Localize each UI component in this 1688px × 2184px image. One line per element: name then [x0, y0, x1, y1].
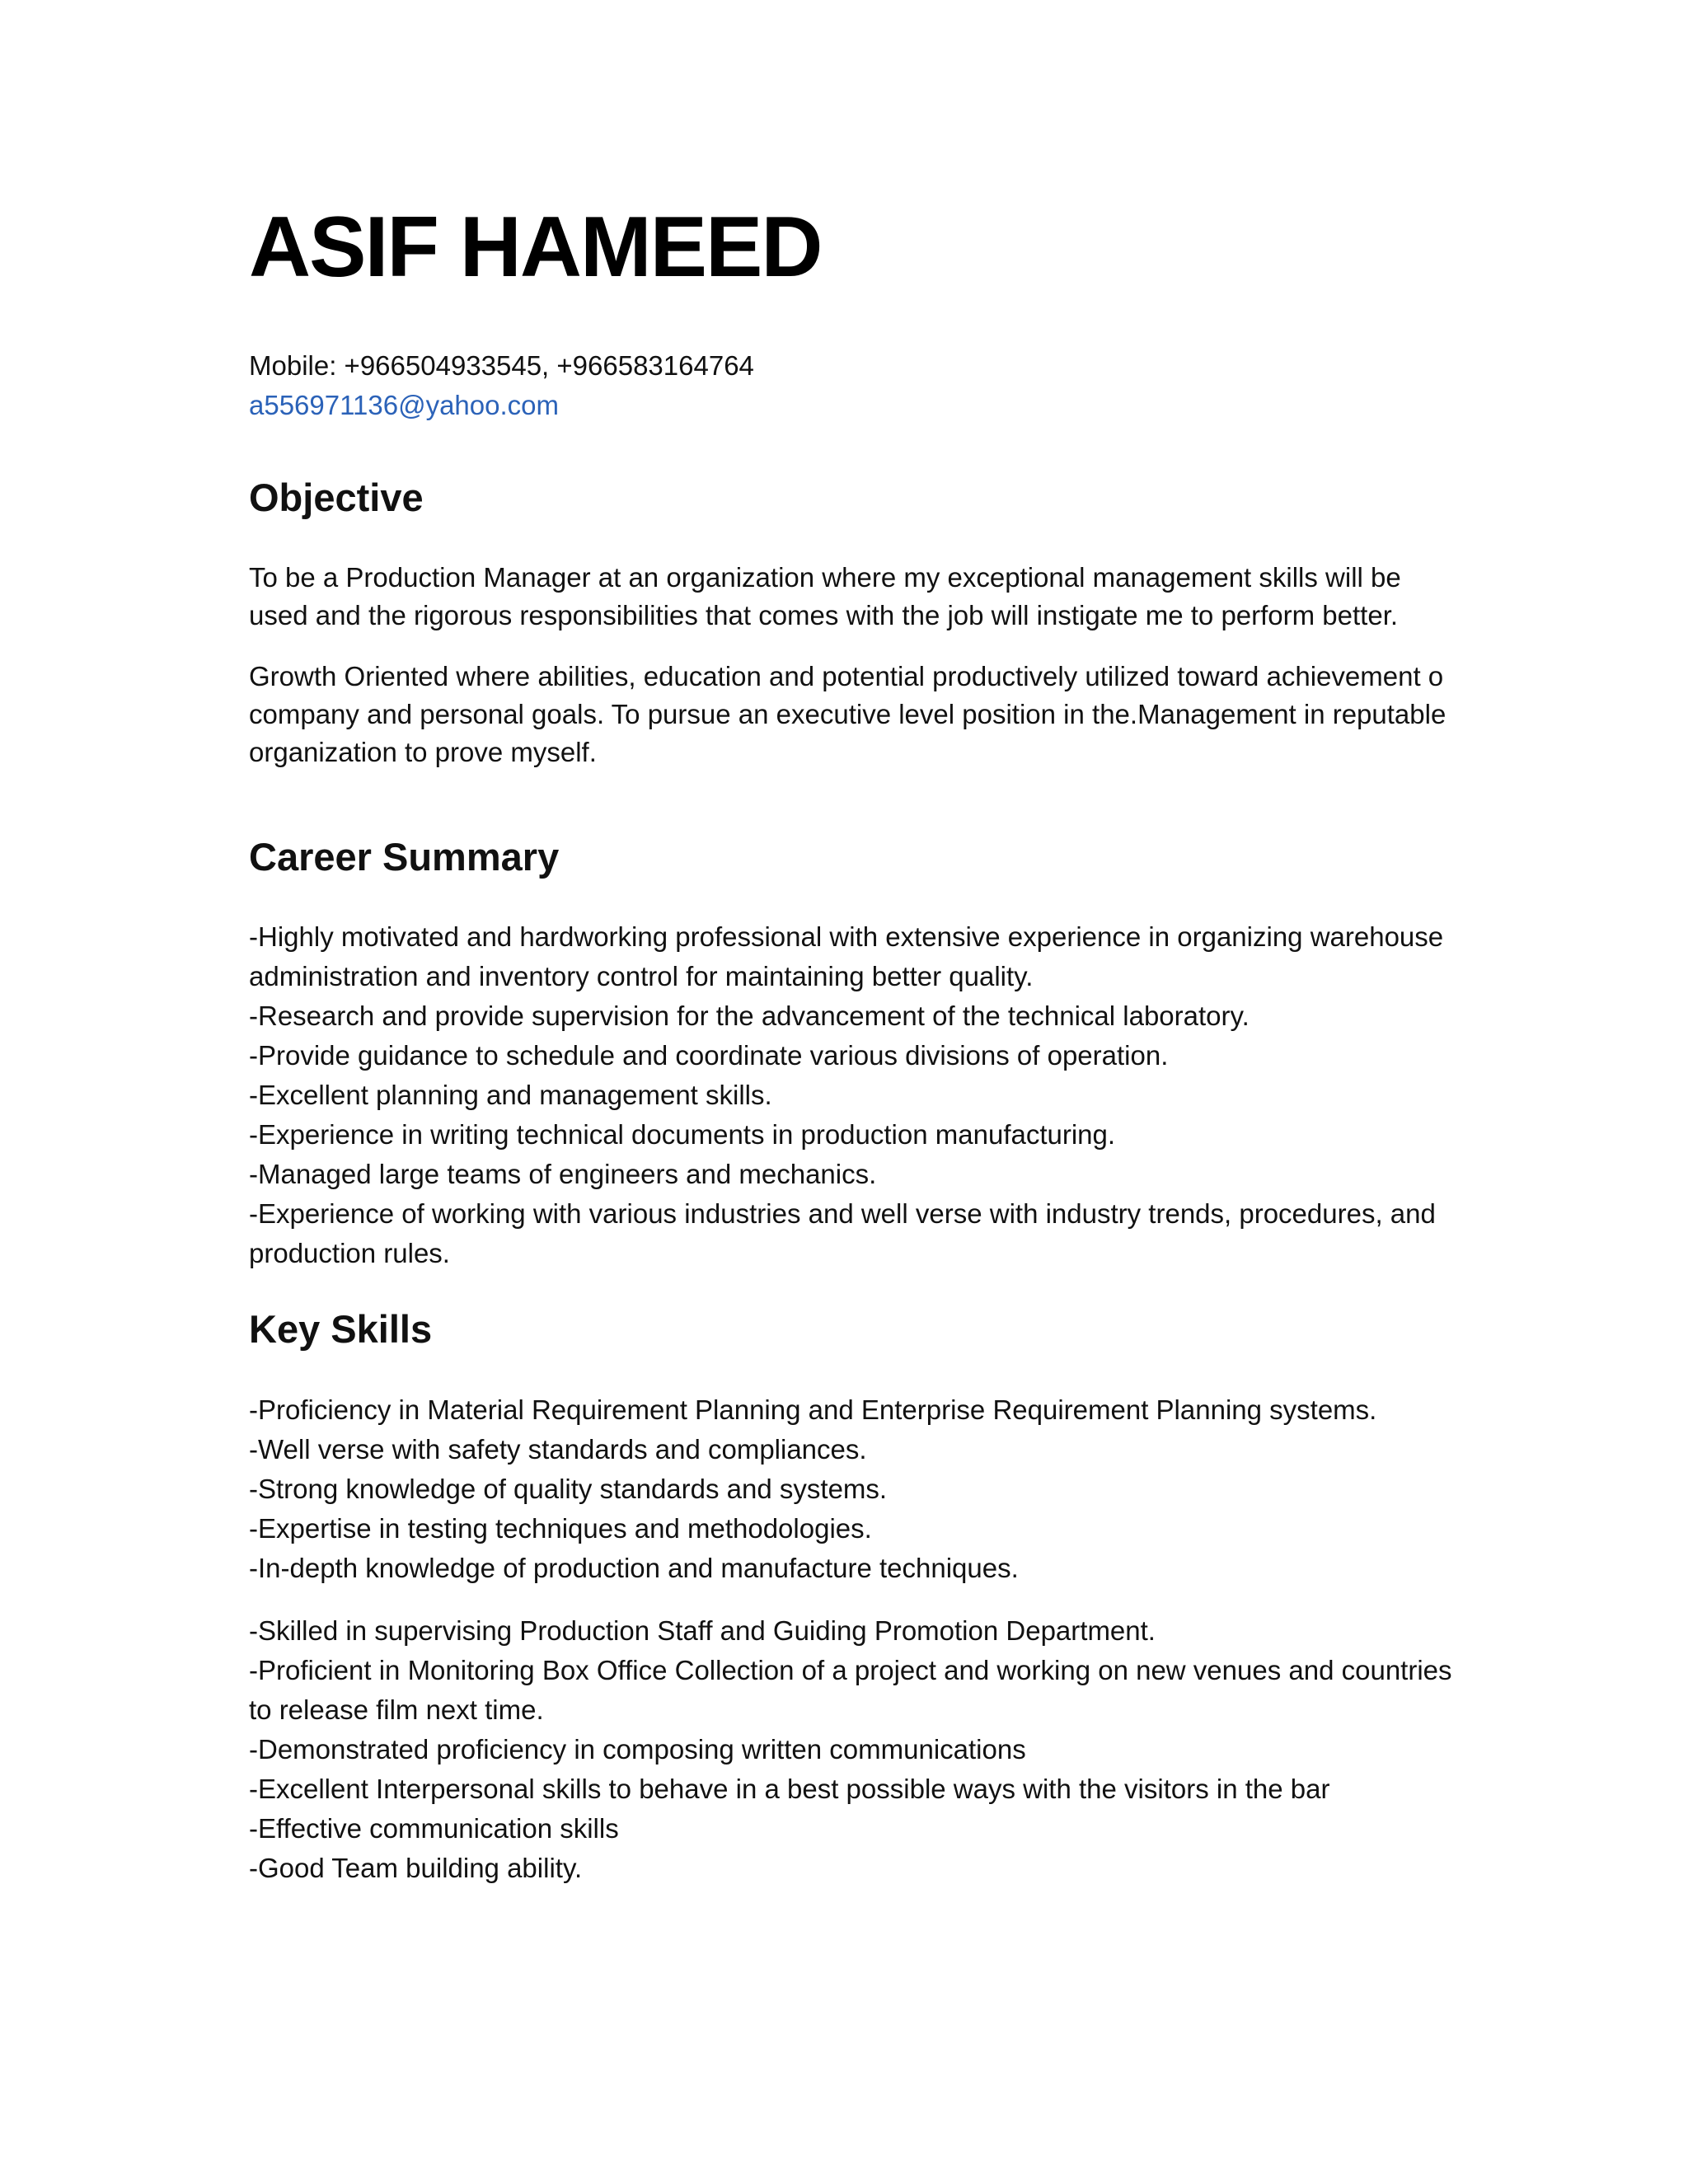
list-item: -Excellent planning and management skills. [249, 1080, 772, 1111]
list-item: -Proficiency in Material Requirement Planning and Enterprise Requirement Planning systems. [249, 1394, 1377, 1426]
objective-body [249, 559, 1452, 771]
list-item: -In-depth knowledge of production and manufacture techniques. [249, 1553, 1019, 1584]
career-summary-heading: Career Summary [249, 834, 560, 879]
list-item: -Provide guidance to schedule and coordinate various divisions of operation. [249, 1040, 1169, 1071]
list-item: -Excellent Interpersonal skills to behave in a best possible ways with the visitors in the bar [249, 1774, 1330, 1805]
list-item: -Experience of working with various industries and well verse with industry trends, procedures, and production rules. [249, 1198, 1436, 1269]
objective-heading: Objective [249, 476, 424, 519]
list-item: -Effective communication skills [249, 1813, 619, 1844]
list-item: -Proficient in Monitoring Box Office Collection of a project and working on new venues and countries to release film next time. [249, 1655, 1452, 1726]
list-item: -Well verse with safety standards and compliances. [249, 1434, 867, 1465]
contact-block [249, 346, 1452, 425]
key-skills-list-1 [249, 1390, 1452, 1588]
list-item: -Strong knowledge of quality standards and systems. [249, 1474, 888, 1505]
list-item: -Skilled in supervising Production Staff and Guiding Promotion Department. [249, 1615, 1156, 1647]
email-link[interactable]: a556971136@yahoo.com [249, 390, 560, 420]
list-item: -Experience in writing technical documents in production manufacturing. [249, 1119, 1116, 1151]
key-skills-list-2 [249, 1611, 1452, 1888]
career-summary-list [249, 917, 1452, 1273]
list-item: -Expertise in testing techniques and methodologies. [249, 1513, 872, 1544]
list-item: -Research and provide supervision for the advancement of the technical laboratory. [249, 1001, 1250, 1032]
list-item: -Highly motivated and hardworking professional with extensive experience in organizing warehouse administration and inventory control for maintaining better quality. [249, 921, 1444, 992]
candidate-name: ASIF HAMEED [249, 199, 822, 295]
list-item: -Good Team building ability. [249, 1853, 583, 1884]
objective-paragraph-1: To be a Production Manager at an organization where my exceptional management skills will be used and the rigorous responsibilities that comes with the job will instigate me to perform better. [249, 561, 1401, 630]
resume-content [249, 199, 1452, 1888]
list-item: -Demonstrated proficiency in composing written communications [249, 1734, 1026, 1765]
objective-paragraph-2: Growth Oriented where abilities, education and potential productively utilized toward achievement o company and personal goals. To pursue an executive level position in the.Management in reputable organization to prove myself. [249, 660, 1447, 767]
mobile-numbers: Mobile: +966504933545, +966583164764 [249, 350, 754, 381]
list-item: -Managed large teams of engineers and mechanics. [249, 1159, 877, 1190]
key-skills-heading: Key Skills [249, 1307, 433, 1352]
